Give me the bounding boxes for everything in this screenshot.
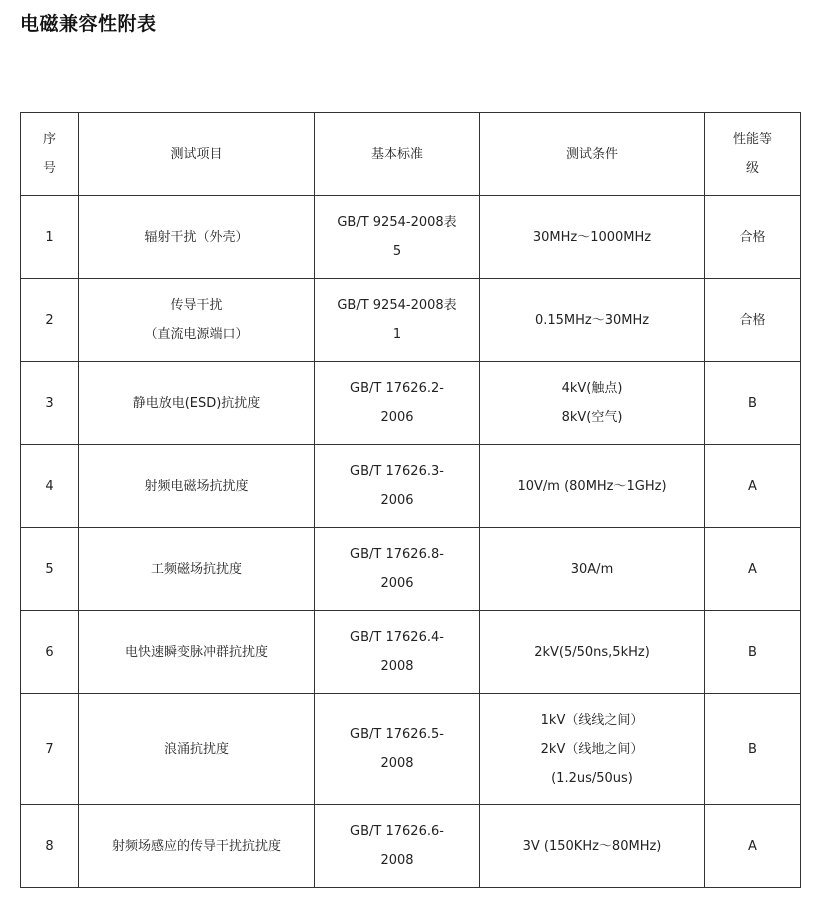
header-condition: 测试条件 [480,113,705,196]
cell-standard-line: GB/T 17626.5- [350,727,444,742]
cell-condition [480,528,705,611]
cell-grade: 合格 [705,196,801,279]
cell-standard-line: GB/T 17626.6- [350,824,444,839]
header-standard: 基本标准 [315,113,480,196]
cell-seq: 4 [21,445,79,528]
cell-standard-line: GB/T 9254-2008表 [337,298,457,313]
cell-test-item [79,196,315,279]
table-header-row [21,113,801,196]
cell-condition-line: 2kV(5/50ns,5kHz) [534,644,650,660]
cell-test-item [79,805,315,888]
cell-standard-line: 2006 [380,410,414,425]
cell-condition [480,445,705,528]
cell-condition-line: 8kV(空气) [561,410,623,425]
table-row [21,528,801,611]
cell-condition-line: 10V/m (80MHz～1GHz) [517,478,667,494]
cell-test-item [79,362,315,445]
table-row [21,805,801,888]
cell-standard-line: 2008 [380,756,414,771]
cell-condition [480,611,705,694]
emc-table [20,112,801,888]
cell-condition-line: 1kV（线线之间） [540,712,644,728]
cell-standard [315,362,480,445]
cell-standard-line: 2008 [380,853,414,868]
cell-condition-line: 30A/m [570,561,614,577]
cell-condition [480,362,705,445]
cell-test-item [79,528,315,611]
cell-grade: B [705,362,801,445]
table-row [21,611,801,694]
cell-seq: 3 [21,362,79,445]
table-row [21,694,801,805]
cell-test-item-line: 射频场感应的传导干扰抗扰度 [111,838,281,854]
cell-seq: 7 [21,694,79,805]
cell-standard [315,611,480,694]
table-row [21,196,801,279]
cell-standard [315,445,480,528]
cell-standard [315,694,480,805]
cell-standard-line: 5 [392,244,402,259]
cell-standard-line: 2008 [380,659,414,674]
cell-condition-line: 30MHz～1000MHz [532,229,652,245]
cell-seq: 2 [21,279,79,362]
cell-condition [480,805,705,888]
cell-grade: A [705,445,801,528]
cell-grade: 合格 [705,279,801,362]
table-row [21,445,801,528]
header-grade [705,113,801,196]
cell-test-item [79,611,315,694]
cell-standard-line: 1 [392,327,402,342]
cell-seq: 6 [21,611,79,694]
cell-standard-line: 2006 [380,493,414,508]
header-seq-line-2: 号 [42,161,56,176]
cell-grade: A [705,805,801,888]
cell-standard-line: 2006 [380,576,414,591]
page-title: 电磁兼容性附表 [20,13,157,35]
table-row [21,279,801,362]
cell-test-item [79,445,315,528]
cell-standard [315,528,480,611]
cell-test-item-line: 电快速瞬变脉冲群抗扰度 [124,644,268,660]
cell-condition-line: (1.2us/50us) [551,770,633,786]
header-grade-line-2: 级 [745,161,759,176]
header-seq [21,113,79,196]
cell-standard-line: GB/T 17626.3- [350,464,444,479]
table-body [21,196,801,888]
cell-condition-line: 3V (150KHz～80MHz) [522,838,662,854]
cell-condition [480,694,705,805]
cell-condition-line: 2kV（线地之间） [540,741,644,757]
cell-test-item [79,694,315,805]
cell-grade: B [705,611,801,694]
header-seq-line-1: 序 [42,132,56,147]
header-item: 测试项目 [79,113,315,196]
cell-condition [480,196,705,279]
cell-test-item-line: 辐射干扰（外壳） [144,229,249,245]
cell-seq: 1 [21,196,79,279]
cell-seq: 8 [21,805,79,888]
cell-standard [315,196,480,279]
header-grade-line-1: 性能等 [732,132,772,147]
cell-standard-line: GB/T 9254-2008表 [337,215,457,230]
table-row [21,362,801,445]
cell-condition [480,279,705,362]
cell-test-item-line: 静电放电(ESD)抗扰度 [132,395,261,411]
cell-standard [315,279,480,362]
cell-test-item-line: （直流电源端口） [144,327,249,342]
cell-grade: B [705,694,801,805]
cell-test-item-line: 浪涌抗扰度 [163,741,229,757]
cell-test-item-line: 传导干扰 [170,298,223,313]
cell-standard-line: GB/T 17626.8- [350,547,444,562]
cell-seq: 5 [21,528,79,611]
cell-standard-line: GB/T 17626.4- [350,630,444,645]
cell-standard-line: GB/T 17626.2- [350,381,444,396]
cell-condition-line: 4kV(触点) [561,381,623,396]
cell-test-item-line: 射频电磁场抗扰度 [144,478,249,494]
cell-test-item [79,279,315,362]
cell-condition-line: 0.15MHz～30MHz [534,312,650,328]
cell-grade: A [705,528,801,611]
cell-standard [315,805,480,888]
cell-test-item-line: 工频磁场抗扰度 [150,561,242,577]
